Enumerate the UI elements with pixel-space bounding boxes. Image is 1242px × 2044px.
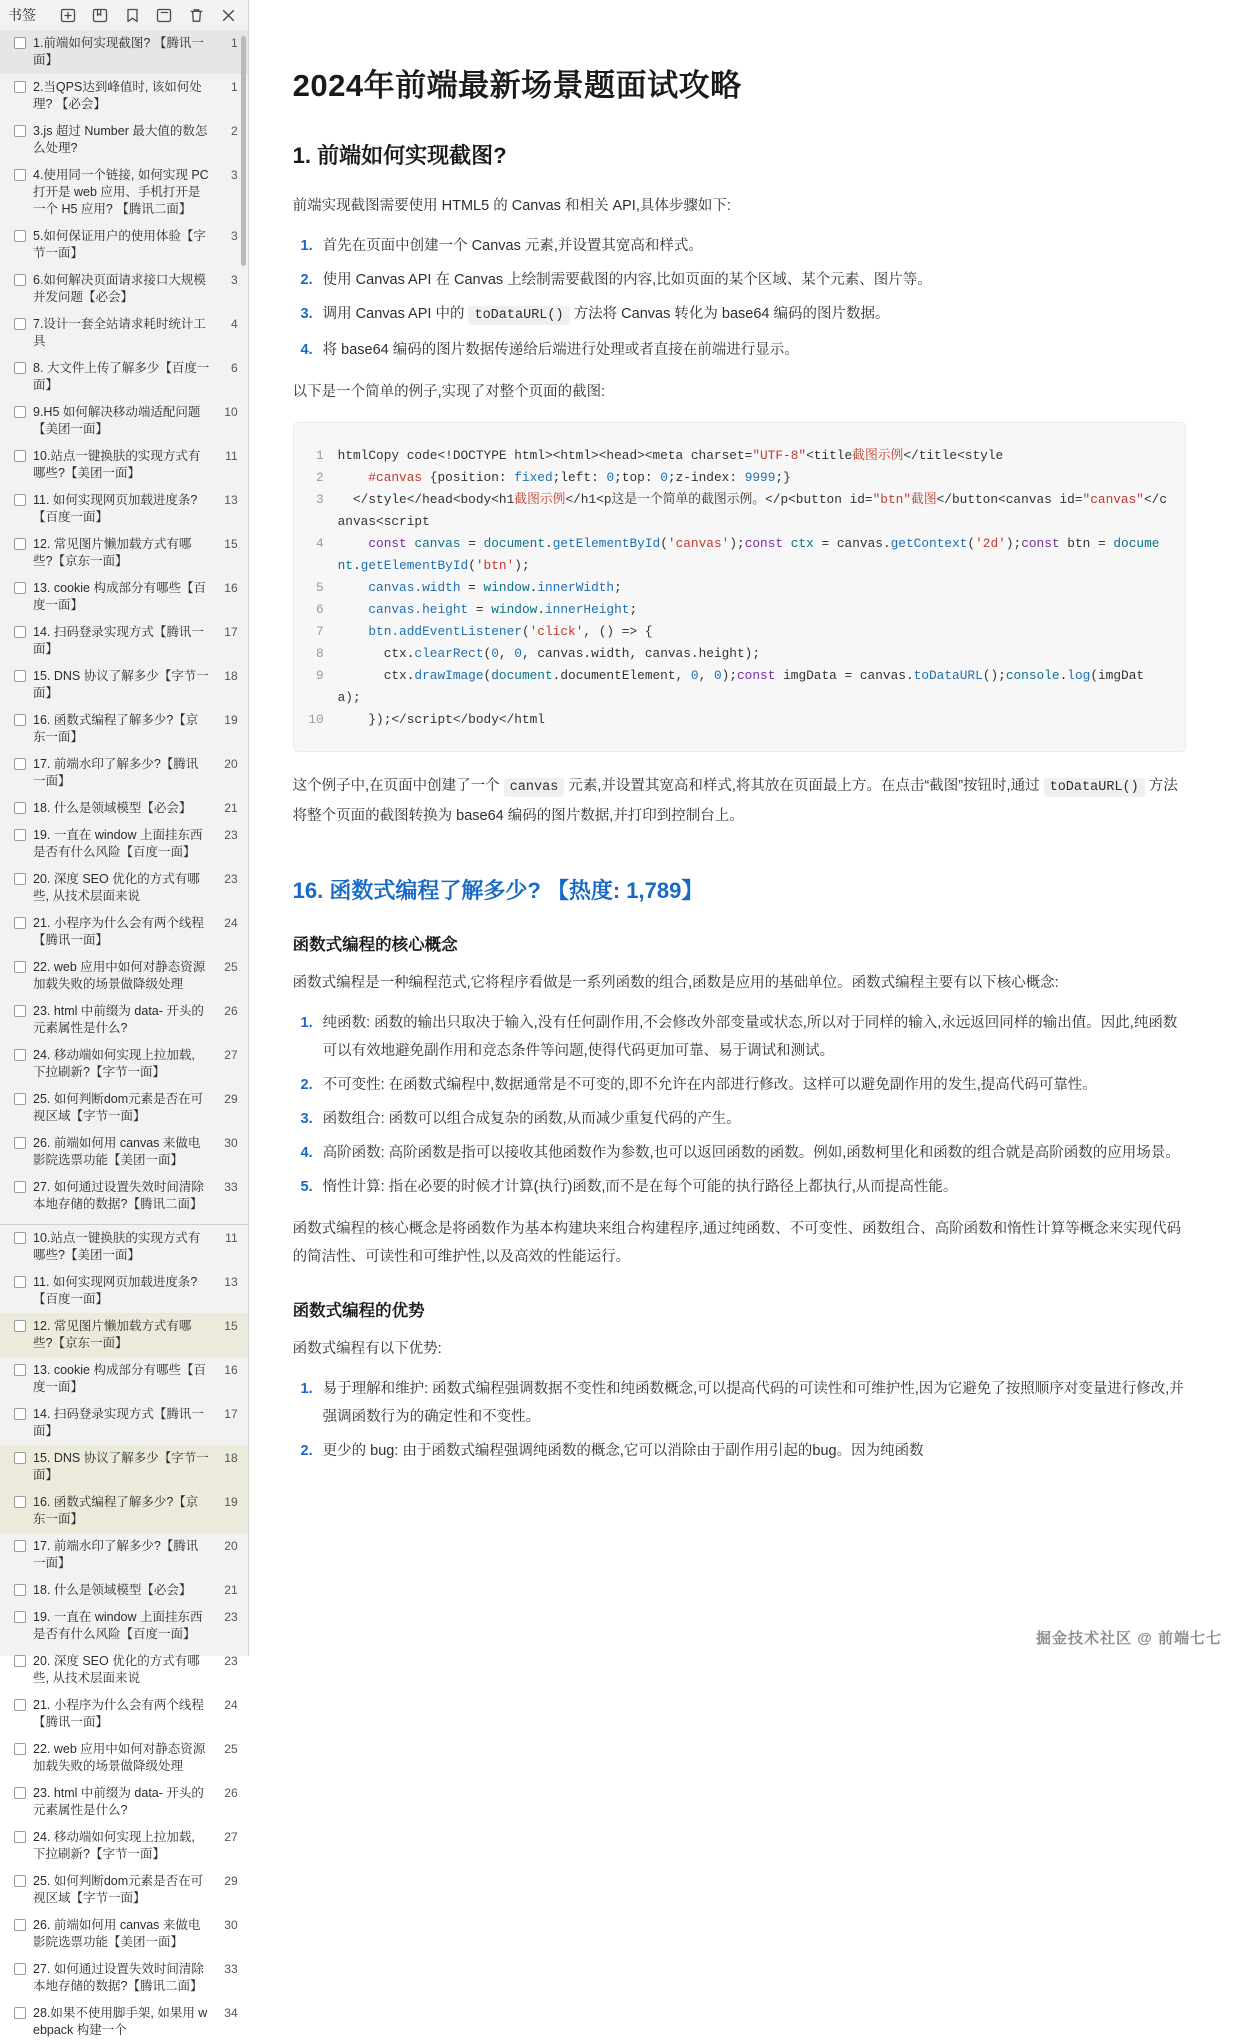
bookmark-item[interactable] [0,1577,248,1604]
code-line [304,643,1167,665]
bookmark-label: 14. 扫码登录实现方式【腾讯一面】 [33,1407,204,1438]
close-icon[interactable] [220,6,238,24]
bookmark-item[interactable] [0,1086,248,1130]
code-line [304,533,1167,577]
bookmark-group-top [0,30,248,1218]
section-16-sub2: 函数式编程的优势 [292,1302,425,1320]
line-number: 2 [315,470,324,485]
sidebar-header [0,0,248,30]
bookmark-label: 26. 前端如何用 canvas 来做电影院选票功能【美团一面】 [33,1918,201,1949]
bookmark-checkbox[interactable] [14,406,26,418]
bookmark-page-number: 23 [224,872,238,886]
bookmark-page-number: 30 [224,1918,238,1932]
bookmark-label: 24. 移动端如何实现上拉加载, 下拉刷新?【字节一面】 [33,1048,195,1079]
document-view [249,0,1242,1656]
bookmark-page-number: 16 [224,1363,238,1377]
bookmark-checkbox[interactable] [14,1831,26,1843]
bookmark-item[interactable] [0,162,248,223]
bookmark-item[interactable] [0,1824,248,1868]
bookmark-item[interactable] [0,1401,248,1445]
bookmark-label: 1.前端如何实现截图? 【腾讯一面】 [33,36,204,67]
bookmark-page-number: 2 [230,124,238,138]
bookmark-label: 10.站点一键换肤的实现方式有哪些?【美团一面】 [33,449,201,480]
bookmark-item[interactable] [0,1042,248,1086]
line-number: 1 [315,448,324,463]
bookmark-checkbox[interactable] [14,37,26,49]
bookmark-page-number: 18 [224,669,238,683]
bookmark-label: 21. 小程序为什么会有两个线程【腾讯一面】 [33,1698,204,1729]
bookmark-checkbox[interactable] [14,1049,26,1061]
list-item: 2. 更少的 bug: 由于函数式编程强调纯函数的概念,它可以消除由于副作用引起的bug。因为纯函数 [317,1437,1186,1465]
code-text: </style</head<body<h1截图示例</h1<p这是一个简单的截图示例。</p<button id="btn"截图</button<canvas id="canvas"</canvas<script [337,492,1168,529]
line-number: 5 [315,580,324,595]
list-item: 3. 调用 Canvas API 中的 toDataURL() 方法将 Canvas 转化为 base64 编码的图片数据。 [317,300,1186,330]
bookmark-label: 6.如何解决页面请求接口大规模并发问题【必会】 [33,273,206,304]
sidebar-toolbar [60,6,240,24]
bookmark-label: 24. 移动端如何实现上拉加载, 下拉刷新?【字节一面】 [33,1830,195,1861]
code-text: htmlCopy code<!DOCTYPE html><html><head><meta charset="UTF-8"<title截图示例</title<style [337,448,1004,463]
bookmark-label: 5.如何保证用户的使用体验【字节一面】 [33,229,206,260]
bookmark-group-bottom [0,1225,248,2044]
bookmark-page-number: 33 [224,1962,238,1976]
list-item: 4. 将 base64 编码的图片数据传递给后端进行处理或者直接在前端进行显示。 [317,336,1186,364]
bookmark-page-number: 23 [224,1610,238,1624]
bookmark-item[interactable] [0,663,248,707]
bookmark-label: 20. 深度 SEO 优化的方式有哪些, 从技术层面来说 [33,872,200,903]
code-text: const canvas = document.getElementById('canvas');const ctx = canvas.getContext('2d');const btn = document.getElementById('btn'); [337,536,1160,573]
section-1-after-code [293,772,1186,830]
bookmark-item[interactable] [0,1736,248,1780]
bookmark-label: 16. 函数式编程了解多少?【京东一面】 [33,713,199,744]
section-1-number: 1. [292,143,318,168]
bookmark-checkbox[interactable] [14,362,26,374]
bookmark-checkbox[interactable] [14,81,26,93]
bookmark-page-number: 3 [230,273,238,287]
bookmark-page-number: 24 [224,916,238,930]
bookmark-page-number: 1 [230,80,238,94]
watermark: 掘金技术社区 @ 前端七七 [1036,1630,1222,1647]
after-code-part3: 方法将整个页面的截图转换为 base64 编码的图片数据,并打印到控制台上。 [292,778,1178,824]
bookmark-item[interactable] [0,2000,248,2044]
bookmark-checkbox[interactable] [14,318,26,330]
code-todataurl: toDataURL() [468,306,569,325]
bookmark-item[interactable] [0,795,248,822]
code-text: ctx.drawImage(document.documentElement, 0, 0);const imgData = canvas.toDataURL();console.log(imgData); [337,668,1145,705]
bookmark-item[interactable] [0,74,248,118]
bookmark-label: 14. 扫码登录实现方式【腾讯一面】 [33,625,204,656]
bookmark-checkbox[interactable] [14,1320,26,1332]
bookmark-page-number: 13 [224,1275,238,1289]
bookmark-checkbox[interactable] [14,1364,26,1376]
bookmark-item[interactable] [0,311,248,355]
bookmark-item[interactable] [0,707,248,751]
bookmark-item[interactable] [0,399,248,443]
section-1-title: 前端如何实现截图? [317,143,507,168]
bookmark-label: 25. 如何判断dom元素是否在可视区域【字节一面】 [33,1092,204,1123]
bookmark-checkbox[interactable] [14,1919,26,1931]
section-16-p2: 函数式编程的核心概念是将函数作为基本构建块来组合构建程序,通过纯函数、不可变性、函数组合、高阶函数和惰性计算等概念来实现代码的简洁性、可读性和可维护性,以及高效的性能运行。 [292,1221,1182,1265]
bookmark-label: 4.使用同一个链接, 如何实现 PC 打开是 web 应用、手机打开是一个 H5 应用? 【腾讯二面】 [33,168,209,216]
bookmark-page-number: 10 [224,405,238,419]
bookmark-item[interactable] [0,822,248,866]
section-16-p1: 函数式编程是一种编程范式,它将程序看做是一系列函数的组合,函数是应用的基础单位。函数式编程主要有以下核心概念: [292,975,1059,991]
bookmark-item[interactable] [0,1956,248,2000]
bookmark-label: 17. 前端水印了解多少?【腾讯一面】 [33,757,199,788]
code-block [293,422,1186,752]
bookmark-label: 20. 深度 SEO 优化的方式有哪些, 从技术层面来说 [33,1654,200,1685]
code-text: btn.addEventListener('click', () => { [368,624,653,639]
bookmark-item[interactable] [0,910,248,954]
code-text: canvas.width = window.innerWidth; [368,580,622,595]
line-number: 9 [315,668,324,683]
bookmark-checkbox[interactable] [14,230,26,242]
sidebar-title: 书签 [8,7,36,23]
line-number: 7 [315,624,324,639]
list-item: 3. 函数组合: 函数可以组合成复杂的函数,从而减少重复代码的产生。 [317,1105,1186,1133]
add-bookmark-icon[interactable] [60,6,78,24]
line-number: 8 [315,646,324,661]
bookmark-label: 25. 如何判断dom元素是否在可视区域【字节一面】 [33,1874,204,1905]
bookmark-item[interactable] [0,223,248,267]
bookmark-page-number: 13 [224,493,238,507]
section-16-p3: 函数式编程有以下优势: [292,1341,442,1357]
bookmark-checkbox[interactable] [14,125,26,137]
bookmark-page-number: 19 [224,1495,238,1509]
bookmark-list[interactable] [0,30,248,2044]
bookmark-page-number: 29 [224,1874,238,1888]
section-1-intro: 前端实现截图需要使用 HTML5 的 Canvas 和相关 API,具体步骤如下: [292,198,731,214]
bookmark-checkbox[interactable] [14,1408,26,1420]
section-1-heading [293,139,1186,170]
section-1-example-lead: 以下是一个简单的例子,实现了对整个页面的截图: [292,384,606,400]
line-number: 10 [308,712,324,727]
list-item: 2. 不可变性: 在函数式编程中,数据通常是不可变的,即不允许在内部进行修改。这样可以避免副作用的发生,提高代码可靠性。 [317,1071,1186,1099]
bookmark-checkbox[interactable] [14,274,26,286]
bookmark-label: 19. 一直在 window 上面挂东西是否有什么风险【百度一面】 [33,1610,203,1641]
bookmark-page-number: 23 [224,828,238,842]
bookmark-checkbox[interactable] [14,1496,26,1508]
line-number: 4 [315,536,324,551]
bookmark-page-number: 18 [224,1451,238,1465]
bookmark-page-number: 19 [224,713,238,727]
bookmark-page-number: 26 [224,1004,238,1018]
bookmark-item[interactable] [0,998,248,1042]
bookmark-page-number: 26 [224,1786,238,1800]
code-canvas: canvas [504,778,565,797]
bookmark-checkbox[interactable] [14,758,26,770]
bookmark-checkbox[interactable] [14,1875,26,1887]
bookmark-page-number: 34 [224,2006,238,2020]
bookmark-panel-icon[interactable] [92,6,110,24]
bookmark-checkbox[interactable] [14,626,26,638]
bookmark-page-number: 17 [224,625,238,639]
bookmark-label: 23. html 中前缀为 data- 开头的元素属性是什么? [33,1004,204,1035]
bookmark-checkbox[interactable] [14,1699,26,1711]
code-text: ctx.clearRect(0, 0, canvas.width, canvas.height); [337,646,761,661]
code-text: #canvas {position: fixed;left: 0;top: 0;z-index: 9999;} [368,470,791,485]
bookmark-label: 3.js 超过 Number 最大值的数怎么处理? [33,124,208,155]
bookmark-page-number: 1 [230,36,238,50]
bookmark-checkbox[interactable] [14,873,26,885]
bookmark-label: 13. cookie 构成部分有哪些【百度一面】 [33,1363,206,1394]
bookmark-label: 9.H5 如何解决移动端适配问题【美团一面】 [33,405,201,436]
bookmark-checkbox[interactable] [14,714,26,726]
bookmark-label: 22. web 应用中如何对静态资源加载失败的场景做降级处理 [33,960,206,991]
bookmark-label: 12. 常见图片懒加载方式有哪些?【京东一面】 [33,1319,192,1350]
bookmark-item[interactable] [0,1692,248,1736]
bookmark-checkbox[interactable] [14,670,26,682]
bookmark-page-number: 20 [224,1539,238,1553]
bookmark-label: 28.如果不使用脚手架, 如果用 webpack 构建一个 [33,2006,208,2037]
bookmark-page-number: 15 [224,1319,238,1333]
bookmark-checkbox[interactable] [14,1611,26,1623]
bookmark-checkbox[interactable] [14,169,26,181]
bookmark-label: 19. 一直在 window 上面挂东西是否有什么风险【百度一面】 [33,828,203,859]
bookmark-item[interactable] [0,1780,248,1824]
section-16-heading: 16. 函数式编程了解多少? 【热度: 1,789】 [292,878,704,903]
code-line [304,577,1167,599]
bookmark-label: 21. 小程序为什么会有两个线程【腾讯一面】 [33,916,204,947]
bookmark-label: 10.站点一键换肤的实现方式有哪些?【美团一面】 [33,1231,201,1262]
code-line [304,665,1167,709]
bookmark-checkbox[interactable] [14,538,26,550]
list-item: 1. 纯函数: 函数的输出只取决于输入,没有任何副作用,不会修改外部变量或状态,所以对于同样的输入,永远返回同样的输出值。因此,纯函数可以有效地避免副作用和竞态条件等问题,使得代码更加可靠、易于调试和测试。 [317,1009,1186,1065]
bookmark-label: 8. 大文件上传了解多少【百度一面】 [33,361,210,392]
bookmark-item[interactable] [0,267,248,311]
bookmark-sidebar [0,0,249,2037]
bookmark-label: 11. 如何实现网页加载进度条?【百度一面】 [33,1275,198,1306]
bookmark-item[interactable] [0,30,248,74]
bookmark-item[interactable] [0,1489,248,1533]
bookmark-item[interactable] [0,487,248,531]
bookmark-checkbox[interactable] [14,1093,26,1105]
list-item: 5. 惰性计算: 指在必要的时候才计算(执行)函数,而不是在每个可能的执行路径上都执行,从而提高性能。 [317,1173,1186,1201]
bookmark-checkbox[interactable] [14,1452,26,1464]
bookmark-label: 23. html 中前缀为 data- 开头的元素属性是什么? [33,1786,204,1817]
code-line [304,621,1167,643]
code-line [304,489,1167,533]
bookmark-checkbox[interactable] [14,1005,26,1017]
bookmark-checkbox[interactable] [14,1137,26,1149]
bookmark-page-number: 6 [230,361,238,375]
bookmark-item[interactable] [0,1868,248,1912]
bookmark-page-number: 4 [230,317,238,331]
bookmark-item[interactable] [0,1269,248,1313]
section-1-steps [293,232,1186,364]
bookmark-item[interactable] [0,355,248,399]
code-line [304,445,1167,467]
section-16-concepts [293,1009,1186,1201]
list-item: 4. 高阶函数: 高阶函数是指可以接收其他函数作为参数,也可以返回函数的函数。例如,函数柯里化和函数的组合就是高阶函数的应用场景。 [317,1139,1186,1167]
bookmark-page-number: 27 [224,1048,238,1062]
line-number: 6 [315,602,324,617]
bookmark-checkbox[interactable] [14,1276,26,1288]
bookmark-label: 27. 如何通过设置失效时间清除本地存储的数据?【腾讯二面】 [33,1962,204,1993]
bookmark-item[interactable] [0,1445,248,1489]
bookmark-page-number: 21 [224,1583,238,1597]
bookmark-page-number: 16 [224,581,238,595]
bookmark-page-number: 30 [224,1136,238,1150]
bookmark-checkbox[interactable] [14,1232,26,1244]
bookmark-label: 12. 常见图片懒加载方式有哪些?【京东一面】 [33,537,192,568]
delete-bookmark-icon[interactable] [188,6,206,24]
section-16-sub1: 函数式编程的核心概念 [292,936,458,954]
after-code-part2: 元素,并设置其宽高和样式,将其放在页面最上方。在点击“截图”按钮时,通过 [568,778,1040,794]
bookmark-checkbox[interactable] [14,582,26,594]
bookmark-checkbox[interactable] [14,1655,26,1667]
bookmark-item[interactable] [0,118,248,162]
bookmark-checkbox[interactable] [14,802,26,814]
bookmark-page-number: 17 [224,1407,238,1421]
export-bookmark-icon[interactable] [156,6,174,24]
bookmark-checkbox[interactable] [14,450,26,462]
bookmark-checkbox[interactable] [14,829,26,841]
code-text: });</script</body</html [337,712,545,727]
bookmark-page-number: 11 [225,1231,238,1245]
bookmark-label: 26. 前端如何用 canvas 来做电影院选票功能【美团一面】 [33,1136,201,1167]
bookmark-label: 2.当QPS达到峰值时, 该如何处理? 【必会】 [33,80,202,111]
bookmark-label: 11. 如何实现网页加载进度条?【百度一面】 [33,493,198,524]
bookmark-item[interactable] [0,1604,248,1648]
bookmark-page-number: 11 [225,449,238,463]
line-number: 3 [315,492,324,507]
bookmark-checkbox[interactable] [14,1584,26,1596]
bookmark-checkbox[interactable] [14,1540,26,1552]
bookmark-item[interactable] [0,619,248,663]
bookmark-checkbox[interactable] [14,1181,26,1193]
code-todataurl-2: toDataURL() [1044,778,1145,797]
bookmark-page-number: 25 [224,1742,238,1756]
bookmark-checkbox[interactable] [14,1787,26,1799]
list-item: 1. 易于理解和维护: 函数式编程强调数据不变性和纯函数概念,可以提高代码的可读性和可维护性,因为它避免了按照顺序对变量进行修改,并强调函数行为的确定性和不变性。 [317,1375,1186,1431]
code-line [304,467,1167,489]
bookmark-page-number: 33 [224,1180,238,1194]
bookmark-label: 27. 如何通过设置失效时间清除本地存储的数据?【腾讯二面】 [33,1180,204,1211]
bookmark-item[interactable] [0,1533,248,1577]
list-item: 2. 使用 Canvas API 在 Canvas 上绘制需要截图的内容,比如页面的某个区域、某个元素、图片等。 [317,266,1186,294]
sidebar-scrollbar[interactable] [241,36,246,266]
bookmark-checkbox[interactable] [14,961,26,973]
bookmark-checkbox[interactable] [14,494,26,506]
bookmark-item[interactable] [0,1130,248,1174]
bookmark-item[interactable] [0,866,248,910]
bookmark-item[interactable] [0,954,248,998]
bookmark-label: 18. 什么是领域模型【必会】 [33,1583,192,1597]
bookmark-label: 22. web 应用中如何对静态资源加载失败的场景做降级处理 [33,1742,206,1773]
bookmark-page-number: 25 [224,960,238,974]
bookmark-checkbox[interactable] [14,917,26,929]
bookmark-label: 7.设计一套全站请求耗时统计工具 [33,317,206,348]
bookmark-label: 13. cookie 构成部分有哪些【百度一面】 [33,581,206,612]
bookmark-item[interactable] [0,1912,248,1956]
bookmark-label: 17. 前端水印了解多少?【腾讯一面】 [33,1539,199,1570]
list-item: 1. 首先在页面中创建一个 Canvas 元素,并设置其宽高和样式。 [317,232,1186,260]
bookmark-item[interactable] [0,531,248,575]
bookmark-page-number: 24 [224,1698,238,1712]
bookmark-item[interactable] [0,751,248,795]
bookmark-page-number: 15 [224,537,238,551]
bookmark-item[interactable] [0,575,248,619]
bookmark-page-number: 23 [224,1654,238,1668]
code-text: canvas.height = window.innerHeight; [368,602,638,617]
bookmark-item[interactable] [0,1648,248,1692]
bookmark-label: 15. DNS 协议了解多少【字节一面】 [33,669,209,700]
bookmark-label: 16. 函数式编程了解多少?【京东一面】 [33,1495,199,1526]
bookmark-item[interactable] [0,1313,248,1357]
bookmark-label: 18. 什么是领域模型【必会】 [33,801,192,815]
bookmark-item[interactable] [0,443,248,487]
bookmark-item[interactable] [0,1174,248,1218]
bookmark-page-number: 3 [230,229,238,243]
bookmark-page-number: 27 [224,1830,238,1844]
code-line [304,599,1167,621]
bookmark-label: 15. DNS 协议了解多少【字节一面】 [33,1451,209,1482]
bookmark-item[interactable] [0,1225,248,1269]
bookmark-page-number: 29 [224,1092,238,1106]
bookmark-page-number: 3 [230,168,238,182]
section-16-advantages [293,1375,1186,1465]
bookmark-page-number: 20 [224,757,238,771]
bookmark-checkbox[interactable] [14,1963,26,1975]
bookmark-checkbox[interactable] [14,2007,26,2019]
page-title: 2024年前端最新场景题面试攻略 [292,68,742,103]
bookmark-item[interactable] [0,1357,248,1401]
bookmark-checkbox[interactable] [14,1743,26,1755]
bookmark-page-number: 21 [224,801,238,815]
code-line [304,709,1167,731]
edit-bookmark-icon[interactable] [124,6,142,24]
after-code-part1: 这个例子中,在页面中创建了一个 [292,778,500,794]
